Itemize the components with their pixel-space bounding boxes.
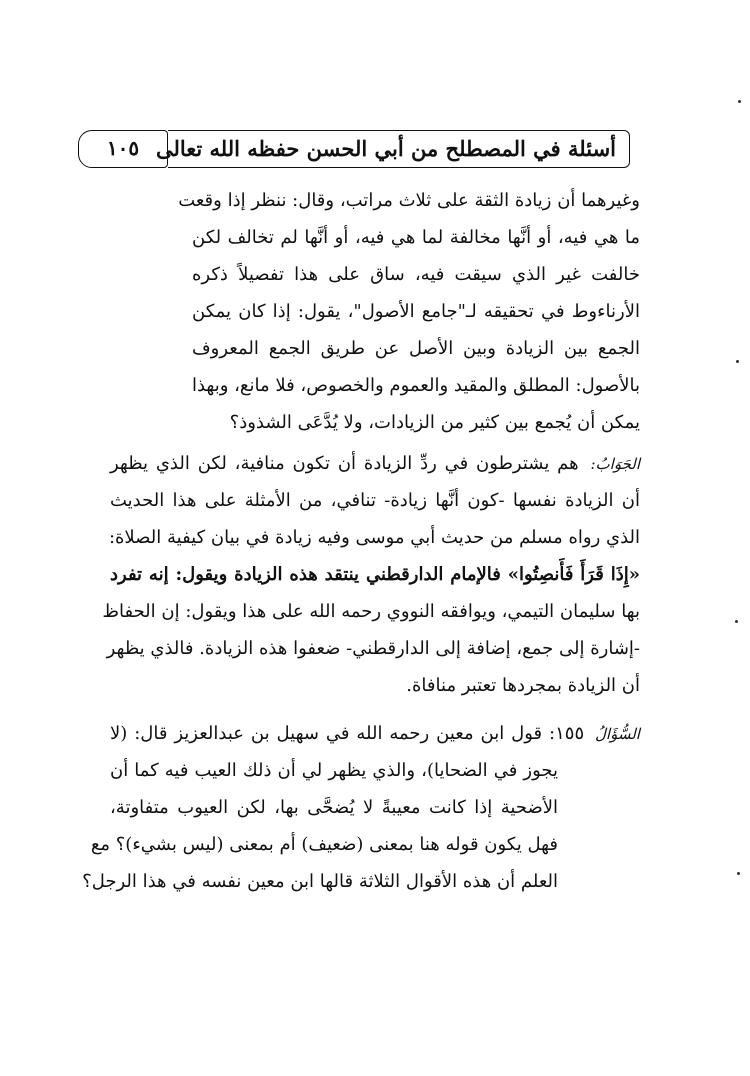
answer-paragraph bbox=[102, 445, 640, 704]
running-header bbox=[78, 130, 630, 168]
text-line: فهل يكون قوله هنا بمعنى (ضعيف) أم بمعنى (ليس بشيء)؟ مع bbox=[90, 834, 558, 855]
scan-speck bbox=[737, 872, 740, 875]
text-line: يمكن أن يُجمع بين كثير من الزيادات، ولا يُدَّعَى الشذوذ؟ bbox=[229, 412, 640, 433]
header-title: أسئلة في المصطلح من أبي الحسن حفظه الله تعالى bbox=[155, 136, 616, 161]
text-line bbox=[110, 556, 640, 593]
text-line: -إشارة إلى جمع، إضافة إلى الدارقطني- ضعفوا هذه الزيادة. فالذي يظهر bbox=[106, 638, 640, 659]
text-line: هم يشترطون في ردِّ الزيادة أن تكون منافية، لكن الذي يظهر bbox=[110, 453, 579, 474]
page-number-box bbox=[78, 130, 168, 168]
question-paragraph bbox=[82, 715, 640, 900]
answer-label: الجَوَابُ: bbox=[590, 455, 640, 473]
text-line: بالأصول: المطلق والمقيد والعموم والخصوص، فلا مانع، وبهذا bbox=[191, 375, 640, 396]
text-line: أن الزيادة نفسها -كون أنَّها زيادة- تنافي، من الأمثلة على هذا الحديث bbox=[110, 490, 640, 511]
text-line: وغيرهما أن زيادة الثقة على ثلاث مراتب، وقال: ننظر إذا وقعت bbox=[178, 190, 640, 211]
text-line: قول ابن معين رحمه الله في سهيل بن عبدالعزيز قال: (لا bbox=[110, 723, 543, 744]
text-line: العلم أن هذه الأقوال الثلاثة قالها ابن معين نفسه في هذا الرجل؟ bbox=[82, 871, 558, 892]
text-line: الأرناءوط في تحقيقه لـ"جامع الأصول"، يقول: إذا كان يمكن bbox=[192, 301, 640, 322]
answer-first-line bbox=[110, 445, 640, 482]
text-line: بها سليمان التيمي، ويوافقه النووي رحمه الله على هذا ويقول: إن الحفاظ bbox=[102, 601, 640, 622]
question-number: ١٥٥: bbox=[549, 723, 585, 744]
scan-speck bbox=[736, 360, 739, 363]
scan-speck bbox=[738, 100, 741, 103]
question-first-line bbox=[110, 715, 640, 752]
scan-speck bbox=[735, 620, 738, 623]
question-continuation-paragraph bbox=[178, 182, 640, 441]
question-label: السُّؤَالُ bbox=[595, 725, 640, 743]
text-line: ما هي فيه، أو أنَّها مخالفة لما هي فيه، أو أنَّها لم تخالف لكن bbox=[192, 227, 640, 248]
text-line: الجمع بين الزيادة وبين الأصل عن طريق الجمع المعروف bbox=[192, 338, 640, 359]
text-line: يجوز في الضحايا)، والذي يظهر لي أن ذلك العيب فيه كما أن bbox=[110, 760, 558, 781]
text-line: أن الزيادة بمجردها تعتبر منافاة. bbox=[406, 675, 640, 696]
text-line: خالفت غير الذي سيقت فيه، ساق على هذا تفصيلاً ذكره bbox=[192, 264, 640, 285]
text-line: الأضحية إذا كانت معيبةً لا يُضحَّى بها، لكن العيوب متفاوتة، bbox=[110, 797, 558, 818]
hadith-quote-line: «إِذَا قَرَأَ فَأَنصِتُوا» فالإمام الدارقطني ينتقد هذه الزيادة ويقول: إنه تفرد bbox=[110, 564, 640, 585]
page-number: ١٠٥ bbox=[106, 136, 140, 160]
text-line: الذي رواه مسلم من حديث أبي موسى وفيه زيادة في بيان كيفية الصلاة: bbox=[108, 527, 640, 548]
